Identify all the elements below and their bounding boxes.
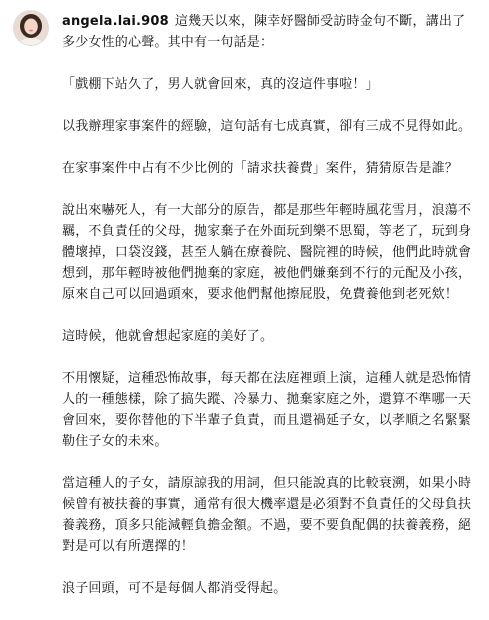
paragraph-text: 不用懷疑，這種恐怖故事，每天都在法庭裡頭上演，這種人就是恐怖情人的一種態樣，除了搞失蹤、冷暴力、拋棄家庭之外，還算不準哪一天會回來，要你替他的下半輩子負責，而且還禍延子女，以孝順之名緊緊勒住子女的未來。 [62,371,472,449]
quote-paragraph: 「戲棚下站久了，男人就會回來，真的沒這件事啦！」 [62,77,379,92]
paragraph-text: 這幾天以來，陳幸妤醫師受訪時金句不斷，講出了多少女性的心聲。其中有一句話是： [62,14,466,50]
paragraph-text: 浪子回頭，可不是每個人都消受得起。 [62,581,287,596]
caption-first-paragraph [62,11,478,53]
caption-text [62,11,478,620]
paragraph-text: 以我辦理家事案件的經驗，這句話有七成真實，卻有三成不見得如此。 [62,119,472,134]
profile-photo-icon [14,11,48,45]
paragraph-text: 在家事案件中占有不少比例的「請求扶養費」案件，猜猜原告是誰？ [62,161,459,176]
avatar[interactable] [14,11,48,45]
paragraph-text: 這時候，他就會想起家庭的美好了。 [62,329,274,344]
paragraph-text: 當這種人的子女，請原諒我的用詞，但只能說真的比較衰溯，如果小時候曾有被扶養的事實，通常有很大機率還是必須對不負責任的父母負扶養義務，頂多只能減輕負擔金額。不過，要不要負配偶的扶養義務，絕對是可以有所選擇的！ [62,476,472,554]
username-link[interactable]: angela.lai.908 [62,14,169,29]
paragraph-text: 說出來嚇死人，有一大部分的原告，都是那些年輕時風花雪月，浪蕩不羈，不負責任的父母，拋家棄子在外面玩到樂不思蜀，等老了，玩到身體壞掉，口袋沒錢，甚至人躺在療養院、醫院裡的時候，他們此時就會想到，那年輕時被他們拋棄的家庭，被他們嫌棄到不行的元配及小孩，原來自己可以回過頭來，要求他們幫他擦屁股，免費養他到老死欸！ [62,203,472,302]
